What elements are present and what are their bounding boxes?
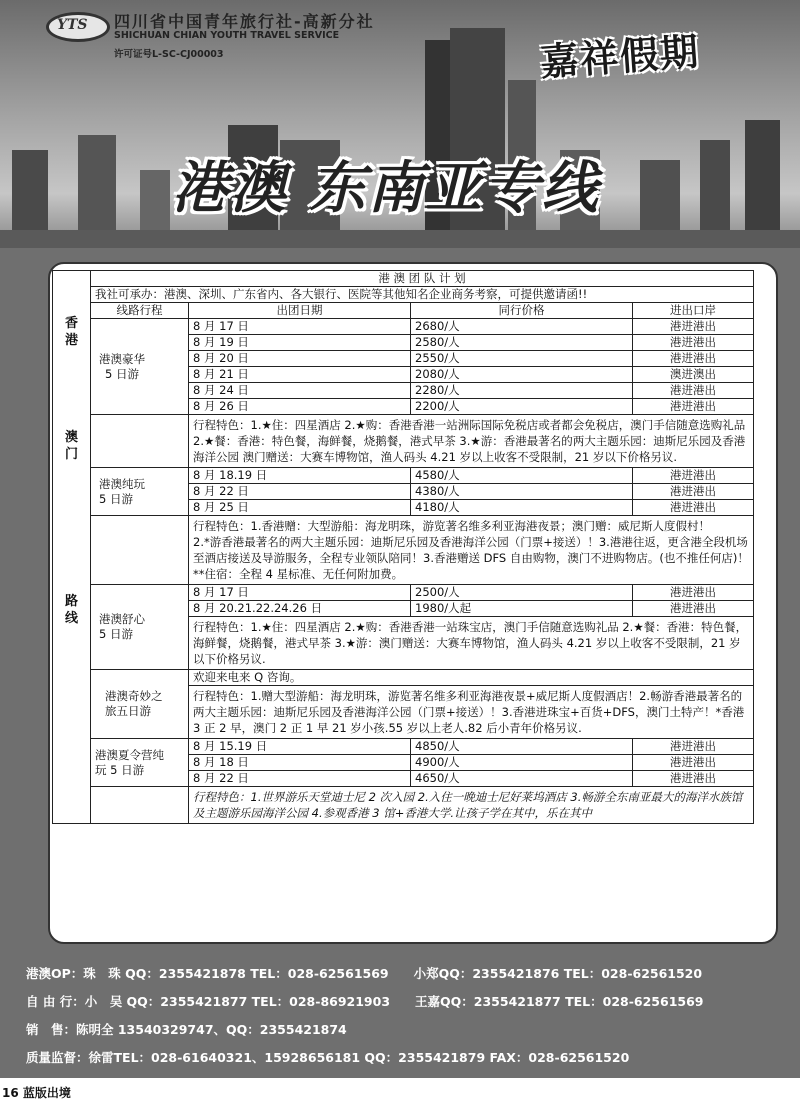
price: 2280/人 <box>411 383 633 399</box>
price: 4900/人 <box>411 755 633 771</box>
route-name-line: 港澳纯玩 <box>99 476 145 491</box>
route-name-line: 5 日游 <box>99 491 133 506</box>
departure-date: 8 月 22 日 <box>189 484 411 500</box>
port: 澳进澳出 <box>633 367 754 383</box>
side-char: 路 <box>64 594 78 609</box>
side-char: 门 <box>64 447 78 462</box>
page-number-label: 16 蓝版出境 <box>2 1086 71 1100</box>
port: 港进港出 <box>633 739 754 755</box>
column-header: 进出口岸 <box>633 303 754 319</box>
departure-date: 8 月 17 日 <box>189 585 411 601</box>
contact-row-quality: 质量监督：徐雷TEL：028-61640321、15928656181 QQ：2355421879 FAX：028-62561520 <box>26 1050 630 1065</box>
table-row <box>53 739 754 755</box>
departure-date: 8 月 26 日 <box>189 399 411 415</box>
route-name-line: 旅五日游 <box>105 704 151 718</box>
route-name <box>91 739 189 787</box>
port: 港进港出 <box>633 585 754 601</box>
port: 港进港出 <box>633 335 754 351</box>
side-char: 线 <box>64 611 78 626</box>
contact-row-sales: 销 售：陈明全 13540329747、QQ：2355421874 <box>26 1022 347 1037</box>
route-features <box>189 516 754 585</box>
route-spacer <box>91 415 189 468</box>
route-name-line: 港澳舒心 <box>99 612 145 626</box>
route-name-line: 港澳豪华 <box>99 351 145 366</box>
contact-footer <box>0 948 800 1078</box>
route-name-line: 玩 5 日游 <box>95 762 145 777</box>
table-row <box>53 516 754 585</box>
tour-plan-table <box>52 270 754 824</box>
port: 港进港出 <box>633 755 754 771</box>
table-row <box>53 670 754 686</box>
port: 港进港出 <box>633 383 754 399</box>
column-header: 线路行程 <box>91 303 189 319</box>
route-name-line: 5 日游 <box>99 627 133 641</box>
port: 港进港出 <box>633 351 754 367</box>
price: 2080/人 <box>411 367 633 383</box>
route-name-line: 港澳奇妙之 <box>105 689 163 703</box>
column-header: 同行价格 <box>411 303 633 319</box>
departure-date: 8 月 18.19 日 <box>189 468 411 484</box>
port: 港进港出 <box>633 484 754 500</box>
port: 港进港出 <box>633 399 754 415</box>
price: 4650/人 <box>411 771 633 787</box>
port: 港进港出 <box>633 319 754 335</box>
route-features: 行程特色：1.世界游乐天堂迪士尼 2 次入园 2.入住一晚迪士尼好莱坞酒店 3.畅游全东南亚最大的海洋水族馆及主题游乐园海洋公园 4.参观香港 3 馆+香港大学.让孩子学在其中，乐在其中 <box>189 787 754 824</box>
departure-date: 8 月 21 日 <box>189 367 411 383</box>
departure-date: 8 月 20.21.22.24.26 日 <box>189 601 411 617</box>
route-spacer <box>91 787 189 824</box>
price: 4850/人 <box>411 739 633 755</box>
route-name-line: 5 日游 <box>105 366 139 381</box>
price: 2580/人 <box>411 335 633 351</box>
port: 港进港出 <box>633 771 754 787</box>
departure-date: 8 月 17 日 <box>189 319 411 335</box>
side-char: 香 <box>64 316 78 331</box>
price: 4580/人 <box>411 468 633 484</box>
header-banner <box>0 0 800 258</box>
license-number: 许可证号L-SC-CJ00003 <box>114 49 224 60</box>
table-row <box>53 585 754 601</box>
route-features-line: 2.*游香港最著名的两大主题乐园：迪斯尼乐园及香港海洋公园（门票+接送）！3.港港往返，更含港全段机场至酒店接送及导游服务，全程专业领队陪同！3.香港赠送 DFS 自由购物，澳门不进购物店。(也不推任何店)！**住宿：全程 4 星标准、无任何附加费。 <box>193 535 749 581</box>
contact-row-independent: 自 由 行：小 吴 QQ：2355421877 TEL：028-86921903 王嘉QQ：2355421877 TEL：028-62561569 <box>26 994 704 1009</box>
port: 港进港出 <box>633 601 754 617</box>
logo-icon: YTS <box>46 12 110 42</box>
departure-date: 8 月 20 日 <box>189 351 411 367</box>
contact-row-op: 港澳OP：珠 珠 QQ：2355421878 TEL：028-62561569 小郑QQ：2355421876 TEL：028-62561520 <box>26 966 703 981</box>
table-row <box>53 468 754 484</box>
table-row <box>53 415 754 468</box>
route-spacer <box>91 516 189 585</box>
port: 港进港出 <box>633 500 754 516</box>
departure-date: 8 月 25 日 <box>189 500 411 516</box>
route-features: 行程特色：1.★住：四星酒店 2.★购：香港香港一站洲际国际免税店或者都会免税店，澳门手信随意选购礼品 2.★餐：香港：特色餐，海鲜餐，烧鹅餐，港式早茶 3.★游：香港最著名的两大主题乐园：迪斯尼乐园及香港海洋公园 澳门赠送：大赛车博物馆，渔人码头 4.21 岁以上收客不受限制，21 岁以下价格另议. <box>189 415 754 468</box>
column-header: 出团日期 <box>189 303 411 319</box>
consult-note: 欢迎来电来 Q 咨询。 <box>189 670 754 686</box>
departure-date: 8 月 18 日 <box>189 755 411 771</box>
side-char: 港 <box>64 333 78 348</box>
brand-name-cn: 四川省中国青年旅行社-高新分社 <box>114 12 375 31</box>
price: 1980/人起 <box>411 601 633 617</box>
price: 4380/人 <box>411 484 633 500</box>
table-title: 港 澳 团 队 计 划 <box>91 271 754 287</box>
route-name <box>91 468 189 516</box>
departure-date: 8 月 15.19 日 <box>189 739 411 755</box>
table-notice: 我社可承办：港澳、深圳、广东省内、各大银行、医院等其他知名企业商务考察，可提供邀请函!! <box>91 287 754 303</box>
price: 2500/人 <box>411 585 633 601</box>
departure-date: 8 月 19 日 <box>189 335 411 351</box>
route-name <box>91 319 189 415</box>
price: 2550/人 <box>411 351 633 367</box>
departure-date: 8 月 24 日 <box>189 383 411 399</box>
price: 4180/人 <box>411 500 633 516</box>
brand-tag: 嘉祥假期 <box>538 29 702 85</box>
side-char: 澳 <box>64 430 78 445</box>
brand-name-en: SHICHUAN CHIAN YOUTH TRAVEL SERVICE <box>114 30 340 41</box>
side-label <box>53 271 91 824</box>
route-features: 行程特色：1.赠大型游船：海龙明珠，游览著名维多利亚海港夜景+威尼斯人度假酒店！2.畅游香港最著名的两大主题乐园：迪斯尼乐园及香港海洋公园（门票+接送）！3.香港进珠宝+百货+DFS，澳门土特产！*香港 3 正 2 早，澳门 2 正 1 早 21 岁小孩.55 岁以上老人.82 后小青年价格另议. <box>189 686 754 739</box>
table-row <box>53 271 754 287</box>
route-features: 行程特色：1.★住：四星酒店 2.★购：香港香港一站珠宝店，澳门手信随意选购礼品 2.★餐：香港：特色餐，海鲜餐，烧鹅餐，港式早茶 3.★游：澳门赠送：大赛车博物馆，渔人码头 4.21 岁以上收客不受限制，21 岁以下价格另议. <box>189 617 754 670</box>
route-name-line: 港澳夏令营纯 <box>95 747 164 762</box>
departure-date: 8 月 22 日 <box>189 771 411 787</box>
page-title: 港澳 东南亚专线 <box>172 156 600 221</box>
table-row <box>53 787 754 824</box>
price: 2680/人 <box>411 319 633 335</box>
table-row <box>53 319 754 335</box>
table-row <box>53 287 754 303</box>
route-name <box>91 585 189 670</box>
route-features-line: 行程特色：1.香港赠：大型游船：海龙明珠，游览著名维多利亚海港夜景；澳门赠：威尼斯人度假村！ <box>193 519 710 533</box>
route-name <box>91 670 189 739</box>
table-header-row <box>53 303 754 319</box>
price: 2200/人 <box>411 399 633 415</box>
port: 港进港出 <box>633 468 754 484</box>
